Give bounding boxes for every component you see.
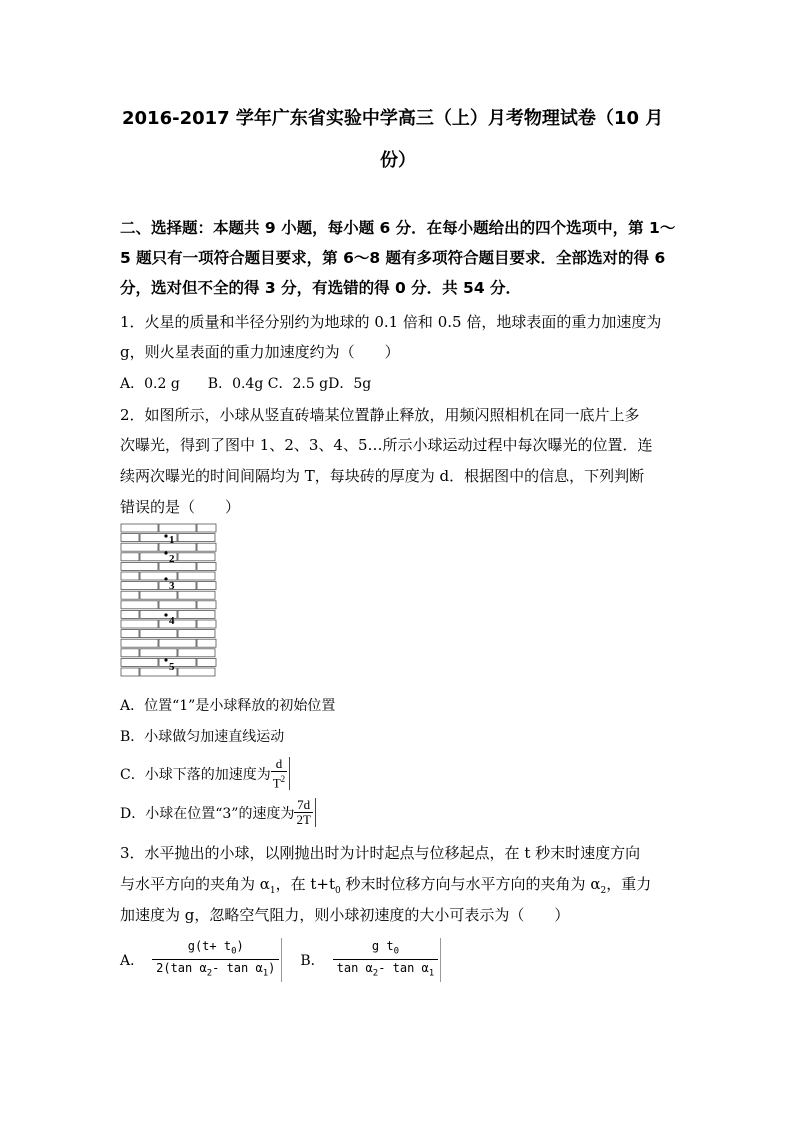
q3-line2-sub1: 1: [269, 886, 276, 896]
q3-option-b-den-sub1: 1: [428, 968, 435, 979]
q3-stem-line2: [120, 873, 651, 896]
q2-option-d-denominator: 2T: [296, 812, 311, 827]
brick: [140, 572, 177, 580]
q2-option-d-numerator: 7d: [297, 797, 311, 812]
q2-stem-line2: 次曝光，得到了图中 1、2、3、4、5…所示小球运动过程中每次曝光的位置．连: [120, 436, 653, 454]
q3-line2-sub2: 2: [600, 886, 607, 896]
q2-stem-line1: 2．如图所示，小球从竖直砖墙某位置静止释放，用频闪照相机在同一底片上多: [120, 406, 640, 424]
q2-option-d-text: D．小球在位置“3”的速度为: [120, 805, 295, 822]
q3-option-a-den: 2(tan α: [156, 961, 207, 976]
q3-line2-part-b: ，在 t+t: [275, 875, 336, 893]
brick: [197, 620, 216, 628]
brick: [121, 562, 158, 570]
brick: [121, 524, 158, 532]
q2-option-c-exponent: 2: [280, 774, 286, 784]
brick: [121, 610, 139, 618]
section-heading-line2: 5 题只有一项符合题目要求，第 6～8 题有多项符合题目要求．全部选对的得 6: [120, 249, 666, 267]
brick: [121, 668, 139, 676]
brick: [197, 562, 216, 570]
q2-stem-line4: 错误的是（ ）: [120, 498, 241, 516]
brick: [178, 610, 215, 618]
ball-label-3: 3: [169, 580, 175, 592]
q2-option-a: A．位置“1”是小球释放的初始位置: [120, 698, 336, 714]
brick: [178, 534, 215, 542]
q2-option-d-formula: [294, 798, 315, 827]
q3-option-a-num-sub: 0: [231, 946, 237, 957]
brick: [159, 562, 196, 570]
q3-option-a-label: A．: [120, 952, 145, 969]
ball-position-5: [164, 658, 167, 661]
q3-line2-part-d: ，重力: [606, 875, 652, 893]
q3-option-a-den-end: ): [268, 961, 276, 976]
ball-position-1: [164, 534, 167, 537]
brick: [140, 649, 177, 657]
q2-option-c-text: C．小球下落的加速度为: [120, 766, 271, 783]
q2-option-b: B．小球做匀加速直线运动: [120, 729, 285, 745]
q3-option-b-den-sub2: 2: [372, 968, 379, 979]
brick: [121, 620, 158, 628]
q3-option-a-den-sub2: 2: [206, 968, 213, 979]
q3-stem-line1: 3．水平抛出的小球，以刚抛出时为计时起点与位移起点，在 t 秒末时速度方向: [120, 844, 641, 862]
q3-option-a-formula: [152, 938, 282, 982]
q2-option-c: [120, 757, 290, 790]
q3-option-b-num: g t: [371, 939, 394, 953]
ball-label-2: 2: [169, 553, 175, 565]
brick: [159, 601, 196, 609]
q3-options: [120, 938, 441, 982]
brick: [140, 630, 177, 638]
q3-option-b-den-mid: - tan α: [378, 961, 429, 976]
brick: [121, 534, 139, 542]
brick: [121, 591, 139, 599]
brick: [159, 582, 196, 590]
q3-line2-part-a: 与水平方向的夹角为 α: [120, 875, 270, 893]
brick: [197, 658, 216, 666]
q3-option-b-den: tan α: [336, 961, 373, 976]
q2-stem-line3: 续两次曝光的时间间隔均为 T，每块砖的厚度为 d．根据图中的信息，下列判断: [120, 467, 645, 485]
q3-option-b-label: B．: [300, 952, 325, 969]
q2-option-c-numerator: d: [275, 756, 283, 771]
brick: [121, 649, 139, 657]
brick: [178, 668, 215, 676]
q3-option-b-formula: [333, 938, 442, 982]
brick: [178, 591, 215, 599]
brick: [197, 601, 216, 609]
brick: [178, 630, 215, 638]
brick: [178, 553, 215, 561]
q2-option-d: [120, 798, 316, 827]
brick: [140, 591, 177, 599]
brick: [159, 639, 196, 647]
exam-title-line2: 份）: [380, 150, 416, 171]
brick: [197, 524, 216, 532]
q1-options: A．0.2 g B．0.4g C．2.5 gD．5g: [120, 376, 372, 392]
q2-option-c-formula: [271, 757, 290, 790]
brick: [121, 658, 158, 666]
brick: [121, 582, 158, 590]
q3-line2-part-c: 秒末时位移方向与水平方向的夹角为 α: [340, 875, 601, 893]
q1-stem-line2: g，则火星表面的重力加速度约为（ ）: [120, 343, 400, 361]
brick: [121, 601, 158, 609]
q3-option-b-num-sub: 0: [393, 946, 399, 957]
q3-option-a-den-sub1: 1: [262, 968, 269, 979]
ball-label-5: 5: [169, 661, 175, 673]
brick: [121, 639, 158, 647]
q1-stem-line1: 1．火星的质量和半径分别约为地球的 0.1 倍和 0.5 倍，地球表面的重力加速度为: [120, 313, 662, 331]
q3-line2-sub0: 0: [335, 886, 341, 896]
brick: [178, 649, 215, 657]
q2-option-c-denominator: T: [272, 775, 281, 791]
brick: [197, 639, 216, 647]
ball-label-1: 1: [169, 534, 175, 546]
exam-title-line1: 2016-2017 学年广东省实验中学高三（上）月考物理试卷（10 月: [122, 108, 664, 129]
ball-position-3: [164, 577, 167, 580]
ball-position-2: [164, 551, 167, 554]
brick: [121, 553, 139, 561]
brick: [159, 543, 196, 551]
ball-label-4: 4: [169, 615, 175, 627]
q3-stem-line3: 加速度为 g，忽略空气阻力，则小球初速度的大小可表示为（ ）: [120, 906, 570, 924]
brick: [121, 630, 139, 638]
ball-position-4: [164, 613, 167, 616]
brick: [159, 524, 196, 532]
brick: [159, 620, 196, 628]
section-heading-line1: 二、选择题：本题共 9 小题，每小题 6 分．在每小题给出的四个选项中，第 1～: [120, 219, 676, 237]
brick: [178, 572, 215, 580]
brick: [197, 543, 216, 551]
brick: [197, 582, 216, 590]
section-heading-line3: 分，选对但不全的得 3 分，有选错的得 0 分．共 54 分．: [120, 279, 522, 297]
q3-option-a-num-end: ): [236, 939, 244, 953]
q3-option-a-num: g(t+ t: [187, 939, 232, 953]
brick-wall-diagram: [120, 522, 220, 682]
brick: [121, 543, 158, 551]
brick: [121, 572, 139, 580]
brick-wall-figure: [120, 522, 220, 682]
q3-option-a-den-mid: - tan α: [212, 961, 263, 976]
